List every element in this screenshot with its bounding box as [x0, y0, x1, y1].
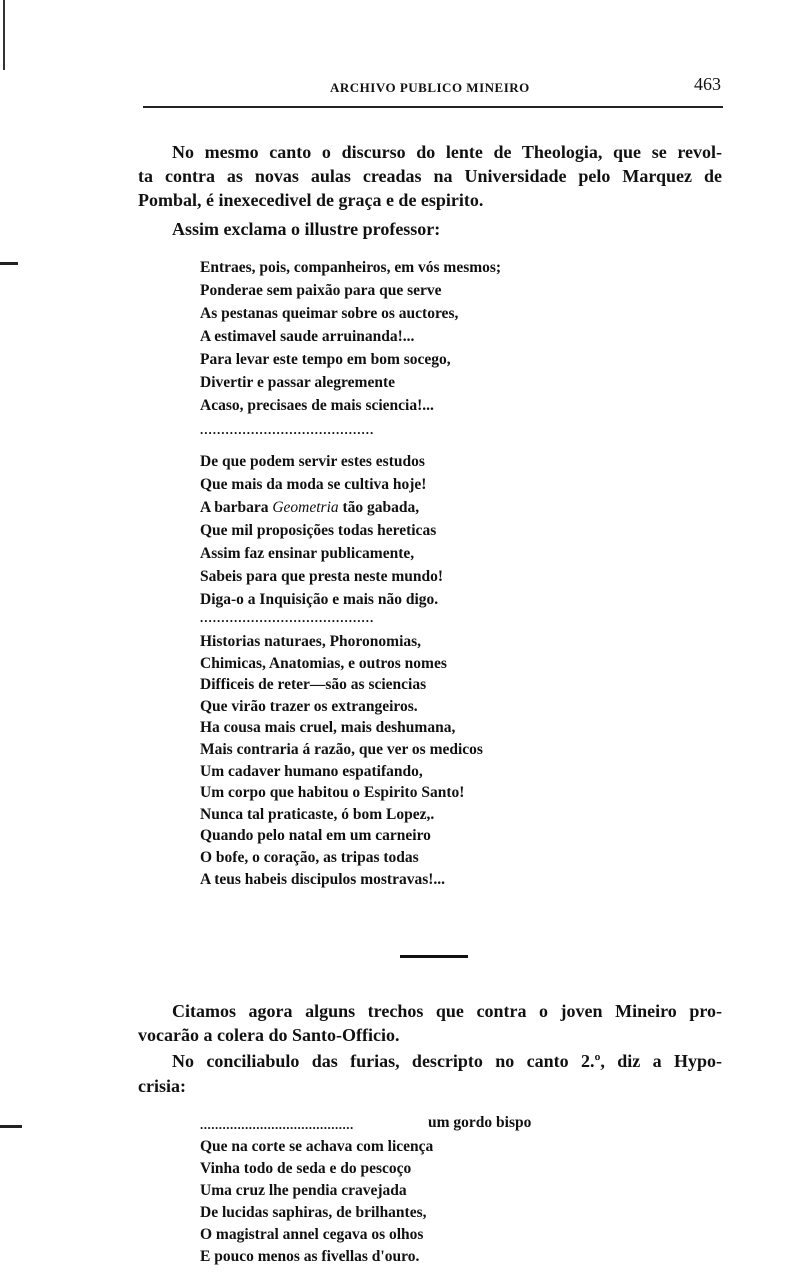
verse-line: Assim faz ensinar publicamente, — [200, 545, 415, 562]
verse-line: Chimicas, Anatomias, e outros nomes — [200, 654, 447, 672]
verse-line: A teus habeis discipulos mostravas!... — [200, 870, 446, 888]
italic-word: Geometria — [272, 499, 339, 516]
verse-line: Um cadaver humano espatifando, — [200, 762, 423, 780]
paragraph-line: ta contra as novas aulas creadas na Universidade pelo Marquez de — [138, 166, 722, 186]
verse-line: Uma cruz lhe pendia cravejada — [200, 1182, 407, 1199]
verse-line: Difficeis de reter—são as sciencias — [200, 676, 427, 694]
verse-line: Ponderae sem paixão para que serve — [200, 282, 442, 299]
verse-line: O magistral annel cegava os olhos — [200, 1226, 424, 1243]
verse-text: A barbara — [200, 499, 273, 516]
paragraph-line: Citamos agora alguns trechos que contra o joven Mineiro pro- — [172, 1001, 722, 1021]
verse-line — [200, 498, 419, 518]
running-header: ARCHIVO PUBLICO MINEIRO — [330, 80, 530, 95]
verse-line: As pestanas queimar sobre os auctores, — [200, 305, 459, 322]
verse-line: um gordo bispo — [428, 1114, 532, 1131]
verse-line: Sabeis para que presta neste mundo! — [200, 568, 444, 585]
verse-line: Ha cousa mais cruel, mais deshumana, — [200, 719, 456, 737]
verse-line: Historias naturaes, Phoronomias, — [200, 633, 422, 650]
ellipsis-row: ......................................... — [200, 422, 375, 437]
verse-line: Que mais da moda se cultiva hoje! — [200, 476, 427, 493]
verse-text: tão gabada, — [338, 499, 420, 516]
verse-line: Que mil proposições todas hereticas — [200, 522, 437, 539]
verse-line: O bofe, o coração, as tripas todas — [200, 849, 419, 866]
paragraph-line: crisia: — [138, 1076, 186, 1096]
verse-line: E pouco menos as fivellas d'ouro. — [200, 1248, 420, 1265]
scan-edge — [3, 0, 5, 70]
paragraph-line: No mesmo canto o discurso do lente de Theologia, que se revol- — [172, 142, 722, 162]
verse-line: Mais contraria á razão, que ver os medicos — [200, 741, 483, 758]
paragraph-line: Pombal, é inexecedivel de graça e de espirito. — [138, 190, 484, 210]
verse-line — [200, 1115, 354, 1135]
verse-line: Vinha todo de seda e do pescoço — [200, 1160, 412, 1177]
verse-line: De que podem servir estes estudos — [200, 453, 425, 470]
page-number: 463 — [694, 74, 721, 94]
paragraph-line: No conciliabulo das furias, descripto no canto 2.º, diz a Hypo- — [172, 1051, 722, 1071]
ellipsis: ......................................... — [200, 1117, 354, 1132]
verse-line: Entraes, pois, companheiros, em vós mesmos; — [200, 259, 502, 276]
verse-line: Que virão trazer os extrangeiros. — [200, 697, 418, 715]
verse-line: Quando pelo natal em um carneiro — [200, 827, 431, 845]
ellipsis-row: ......................................... — [200, 610, 375, 625]
verse-line: Para levar este tempo em bom socego, — [200, 351, 451, 368]
margin-mark — [0, 1125, 22, 1128]
verse-line: Nunca tal praticaste, ó bom Lopez,. — [200, 805, 435, 823]
margin-mark — [0, 262, 18, 265]
verse-line: A estimavel saude arruinanda!... — [200, 328, 415, 345]
verse-line: Diga-o a Inquisição e mais não digo. — [200, 591, 439, 608]
verse-line: Um corpo que habitou o Espirito Santo! — [200, 784, 465, 802]
verse-line: Divertir e passar alegremente — [200, 374, 395, 391]
paragraph-line: vocarão a colera do Santo-Officio. — [138, 1025, 400, 1045]
verse-line: Que na corte se achava com licença — [200, 1138, 434, 1155]
verse-line: De lucidas saphiras, de brilhantes, — [200, 1204, 427, 1221]
verse-line: Acaso, precisaes de mais sciencia!... — [200, 397, 434, 414]
section-divider — [400, 955, 468, 958]
header-rule — [143, 106, 723, 108]
paragraph-line: Assim exclama o illustre professor: — [172, 219, 441, 239]
